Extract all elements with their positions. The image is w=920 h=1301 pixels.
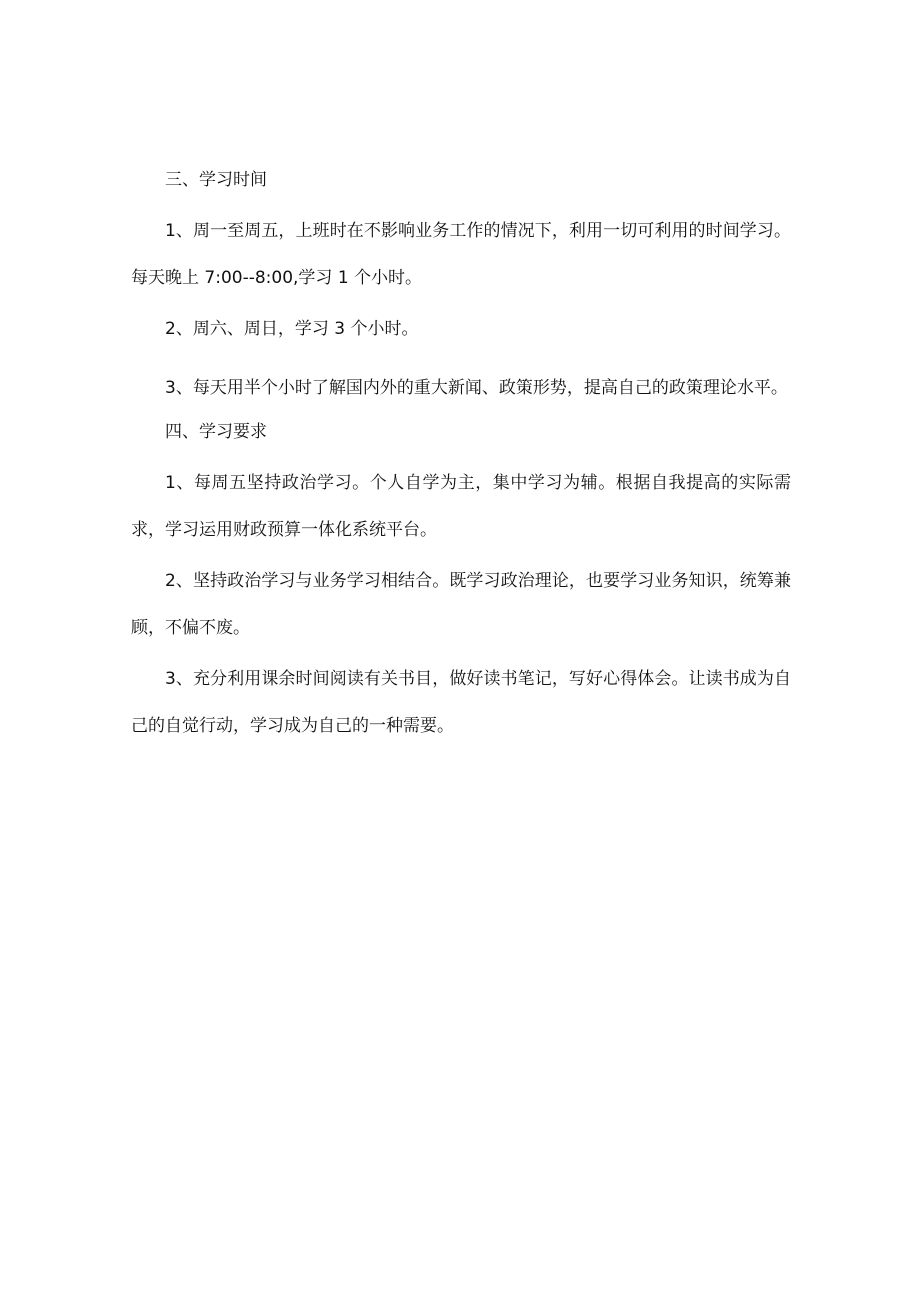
spacer	[131, 353, 791, 365]
document-body	[131, 164, 791, 750]
requirements-item-1: 1、每周五坚持政治学习。个人自学为主，集中学习为辅。根据自我提高的实际需求，学习运用财政预算一体化系统平台。	[131, 473, 791, 540]
study-time-item-2: 2、周六、周日，学习 3 个小时。	[165, 319, 419, 339]
study-time-item-1: 1、周一至周五，上班时在不影响业务工作的情况下，利用一切可利用的时间学习。每天晚上 7:00--8:00,学习 1 个小时。	[131, 221, 791, 288]
section-heading-study-time: 三、学习时间	[165, 170, 267, 190]
requirements-item-3: 3、充分利用课余时间阅读有关书目，做好读书笔记，写好心得体会。让读书成为自己的自觉行动，学习成为自己的一种需要。	[131, 669, 791, 736]
section-heading-study-requirements: 四、学习要求	[165, 422, 267, 442]
study-time-item-3: 3、每天用半个小时了解国内外的重大新闻、政策形势，提高自己的政策理论水平。	[165, 378, 788, 398]
requirements-item-2: 2、坚持政治学习与业务学习相结合。既学习政治理论，也要学习业务知识，统筹兼顾，不偏不废。	[131, 571, 791, 638]
